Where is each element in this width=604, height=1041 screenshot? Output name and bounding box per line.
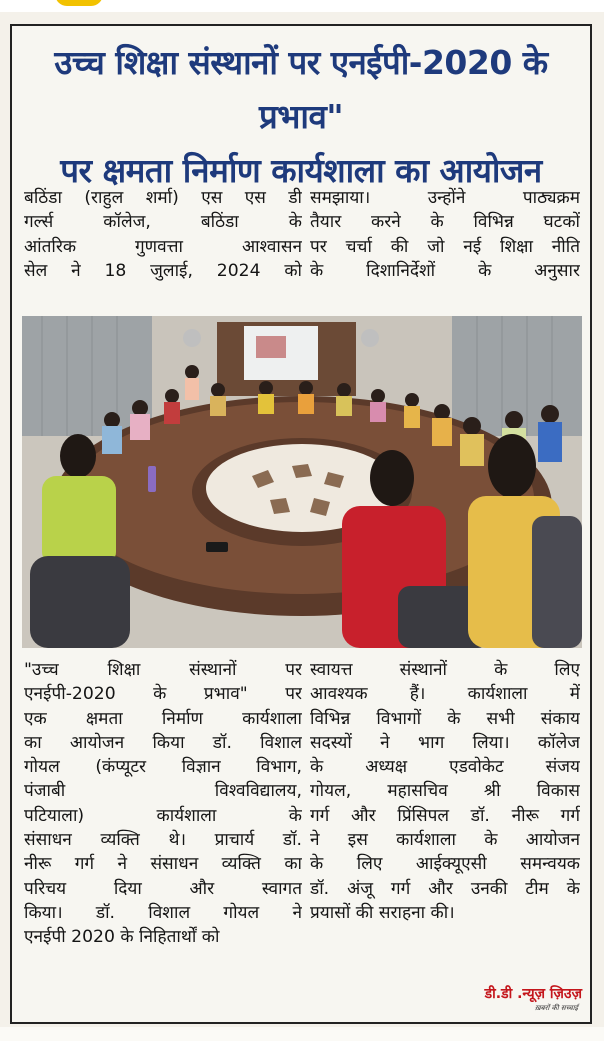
text-line: एक क्षमता निर्माण कार्यशाला (24, 708, 302, 729)
text-line: गोयल, महासचिव श्री विकास (310, 781, 580, 802)
text-line: परिचय दिया और स्वागत (24, 878, 302, 899)
text-line: सदस्यों ने भाग लिया। कॉलेज (310, 732, 580, 753)
text-line: पर चर्चा की जो नई शिक्षा नीति (310, 236, 580, 257)
text-line: गर्ल्स कॉलेज, बठिंडा के (24, 212, 302, 233)
text-line: के लिए आईक्यूएसी समन्वयक (310, 854, 580, 875)
text-line: गोयल (कंप्यूटर विज्ञान विभाग, (24, 757, 302, 778)
headline-line-1: उच्च शिक्षा संस्थानों पर एनईपी-2020 के प्रभाव" (54, 43, 548, 136)
text-line: के अध्यक्ष एडवोकेट संजय (310, 757, 580, 778)
text-line: बठिंडा (राहुल शर्मा) एस एस डी (24, 188, 302, 208)
text-line: नीरू गर्ग ने संसाधन व्यक्ति का (24, 854, 302, 875)
text-line: आंतरिक गुणवत्ता आश्वासन (24, 236, 302, 257)
text-line: समझाया। उन्होंने पाठ्यक्रम (310, 188, 580, 208)
text-line: स्वायत्त संस्थानों के लिए (310, 660, 580, 680)
logo-brand: डी.डी .न्यूज़ ज़िउज़ (484, 986, 582, 1002)
text-line: तैयार करने के विभिन्न घटकों (310, 212, 580, 233)
text-line: डॉ. अंजू गर्ग और उनकी टीम के (310, 878, 580, 899)
headline (12, 36, 590, 198)
text-line: पटियाला) कार्यशाला के (24, 805, 302, 826)
column-top-right (310, 186, 580, 283)
text-line: विभिन्न विभागों के सभी संकाय (310, 708, 580, 729)
text-line: पंजाबी विश्वविद्यालय, (24, 781, 302, 802)
text-line: एनईपी-2020 के प्रभाव" पर (24, 684, 302, 705)
headline-line-2: पर क्षमता निर्माण कार्यशाला का आयोजन (60, 151, 542, 190)
column-bottom-right (310, 658, 580, 925)
dd-news-logo (442, 984, 582, 1018)
logo-tagline: ख़बरों की सच्चाई (534, 1004, 578, 1012)
text-line: किया। डॉ. विशाल गोयल ने (24, 902, 302, 923)
column-bottom-left (24, 658, 302, 950)
text-line: सेल ने 18 जुलाई, 2024 को (24, 260, 302, 281)
bottom-strip (0, 1027, 604, 1041)
text-line: एनईपी 2020 के निहितार्थों को (24, 927, 220, 948)
news-clipping (10, 24, 592, 1024)
workshop-photo (22, 316, 582, 648)
top-strip (0, 0, 604, 12)
text-line: संसाधन व्यक्ति थे। प्राचार्य डॉ. (24, 830, 302, 851)
text-line: प्रयासों की सराहना की। (310, 902, 455, 923)
column-top-left (24, 186, 302, 283)
yellow-blob (55, 0, 103, 6)
text-line: ने इस कार्यशाला के आयोजन (310, 830, 580, 851)
text-line: गर्ग और प्रिंसिपल डॉ. नीरू गर्ग (310, 805, 580, 826)
text-line: आवश्यक हैं। कार्यशाला में (310, 684, 580, 705)
text-line: "उच्च शिक्षा संस्थानों पर (24, 660, 302, 680)
text-line: का आयोजन किया डॉ. विशाल (24, 732, 302, 753)
text-line: के दिशानिर्देशों के अनुसार (310, 260, 580, 281)
